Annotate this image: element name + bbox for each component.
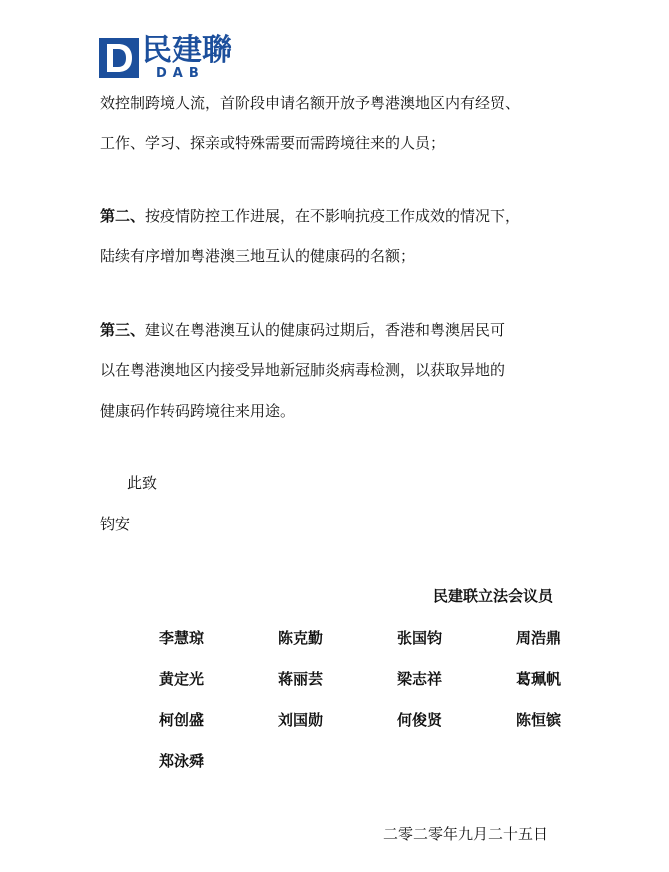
letter-date: 二零二零年九月二十五日 (383, 825, 549, 843)
member-name: 刘国勋 (278, 711, 324, 729)
member-name: 陈恒镔 (516, 711, 562, 729)
paragraph-3-line-3: 健康码作转码跨境往来用途。 (100, 402, 296, 420)
member-name: 何俊贤 (397, 711, 443, 729)
paragraph-2-label: 第二、 (100, 207, 146, 225)
paragraph-2-text: 按疫情防控工作进展，在不影响抗疫工作成效的情况下， (145, 207, 521, 225)
paragraph-3-line-2: 以在粤港澳地区内接受异地新冠肺炎病毒检测，以获取异地的 (100, 361, 506, 379)
paragraph-3-label: 第三、 (100, 321, 146, 339)
member-name: 陈克勤 (278, 629, 324, 647)
paragraph-1-line-2: 工作、学习、探亲或特殊需要而需跨境往来的人员； (100, 134, 446, 152)
member-name: 李慧琼 (159, 629, 205, 647)
dab-logo-mark-icon (98, 37, 140, 79)
paragraph-2-line-2: 陆续有序增加粤港澳三地互认的健康码的名额； (100, 247, 416, 265)
member-name: 黄定光 (159, 670, 205, 688)
member-name: 周浩鼎 (516, 629, 562, 647)
member-name: 郑泳舜 (159, 752, 205, 770)
member-name: 柯创盛 (159, 711, 205, 729)
member-name: 张国钧 (397, 629, 443, 647)
paragraph-3-line-1 (100, 319, 505, 340)
member-name: 梁志祥 (397, 670, 443, 688)
logo-chinese-name: 民建聯 (142, 33, 232, 68)
member-name: 蒋丽芸 (278, 670, 324, 688)
paragraph-2-line-1 (100, 205, 520, 226)
paragraph-3-text: 建议在粤港澳互认的健康码过期后，香港和粤澳居民可 (145, 321, 506, 339)
salutation: 钧安 (100, 515, 131, 533)
dab-logo (98, 35, 258, 83)
member-name: 葛珮帆 (516, 670, 562, 688)
signature-title: 民建联立法会议员 (433, 587, 554, 605)
logo-english-name: DAB (156, 66, 205, 81)
closing-phrase: 此致 (127, 474, 158, 492)
paragraph-1-line-1: 效控制跨境人流，首阶段申请名额开放予粤港澳地区内有经贸、 (100, 94, 521, 112)
